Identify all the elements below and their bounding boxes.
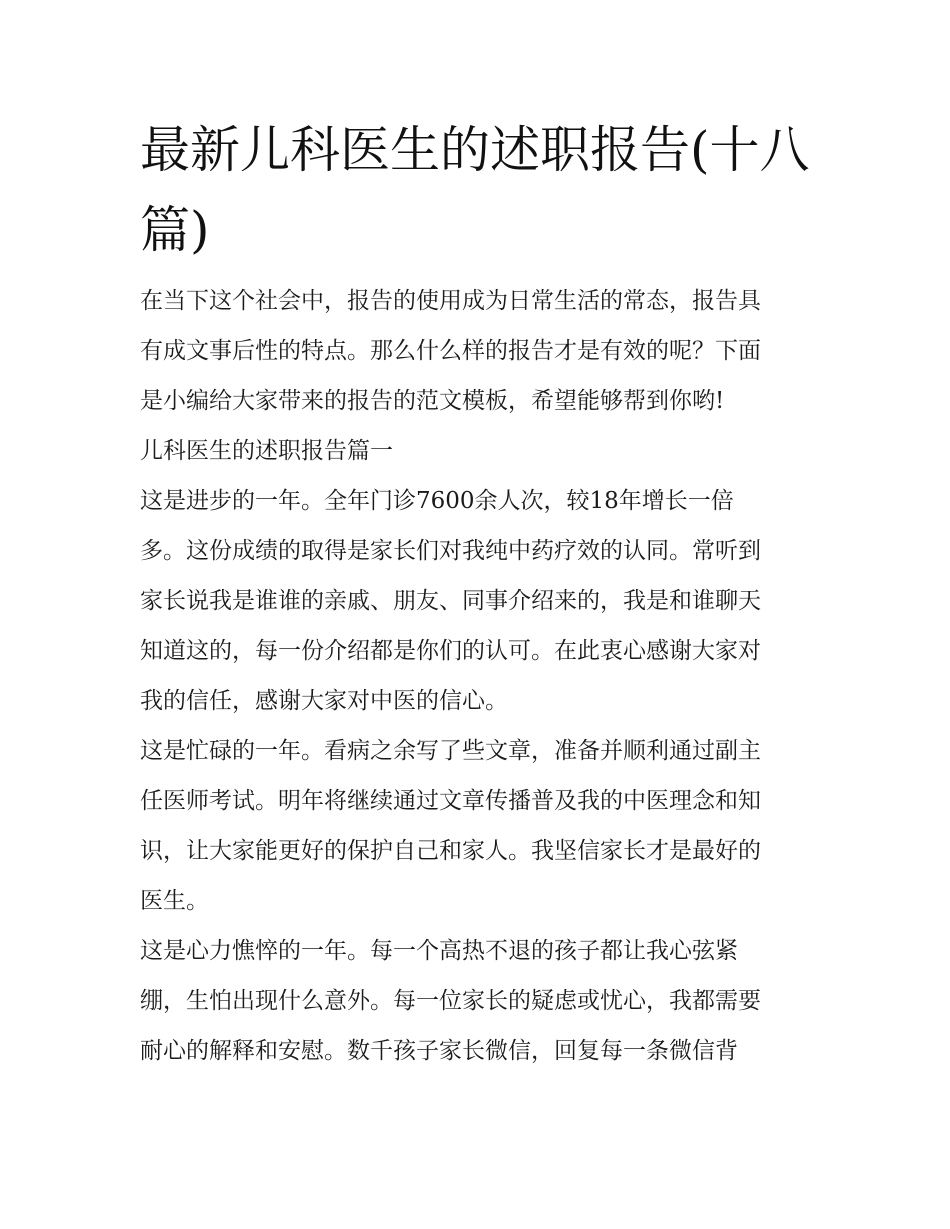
paragraph-exhausting-year <box>140 926 820 1076</box>
text-line: 在当下这个社会中，报告的使用成为日常生活的常态，报告具 <box>140 288 761 314</box>
text-line: 我的信任，感谢大家对中医的信心。 <box>140 688 508 714</box>
text-line: 知道这的，每一份介绍都是你们的认可。在此衷心感谢大家对 <box>140 638 761 664</box>
text-line: 这是进步的一年。全年门诊7600余人次，较18年增长一倍 <box>140 488 734 514</box>
document-title <box>140 110 820 270</box>
text-line: 家长说我是谁谁的亲戚、朋友、同事介绍来的，我是和谁聊天 <box>140 588 761 614</box>
text-line: 医生。 <box>140 888 209 914</box>
document-body <box>140 276 820 1076</box>
text-line: 这是忙碌的一年。看病之余写了些文章，准备并顺利通过副主 <box>140 738 761 764</box>
text-line: 耐心的解释和安慰。数千孩子家长微信，回复每一条微信背 <box>140 1038 738 1064</box>
text-line: 是小编给大家带来的报告的范文模板，希望能够帮到你哟! <box>140 388 725 414</box>
text-line: 这是心力憔悴的一年。每一个高热不退的孩子都让我心弦紧 <box>140 938 738 964</box>
paragraph-progress-year <box>140 476 820 726</box>
text-line: 儿科医生的述职报告篇一 <box>140 438 393 464</box>
text-line: 识，让大家能更好的保护自己和家人。我坚信家长才是最好的 <box>140 838 761 864</box>
text-line: 任医师考试。明年将继续通过文章传播普及我的中医理念和知 <box>140 788 761 814</box>
text-line: 绷，生怕出现什么意外。每一位家长的疑虑或忧心，我都需要 <box>140 988 761 1014</box>
paragraph-busy-year <box>140 726 820 926</box>
title-line: 最新儿科医生的述职报告(十八 <box>140 121 810 179</box>
text-line: 多。这份成绩的取得是家长们对我纯中药疗效的认同。常听到 <box>140 538 761 564</box>
intro-paragraph <box>140 276 820 426</box>
section-heading <box>140 426 820 476</box>
text-line: 有成文事后性的特点。那么什么样的报告才是有效的呢？下面 <box>140 338 761 364</box>
title-line: 篇) <box>140 201 210 259</box>
